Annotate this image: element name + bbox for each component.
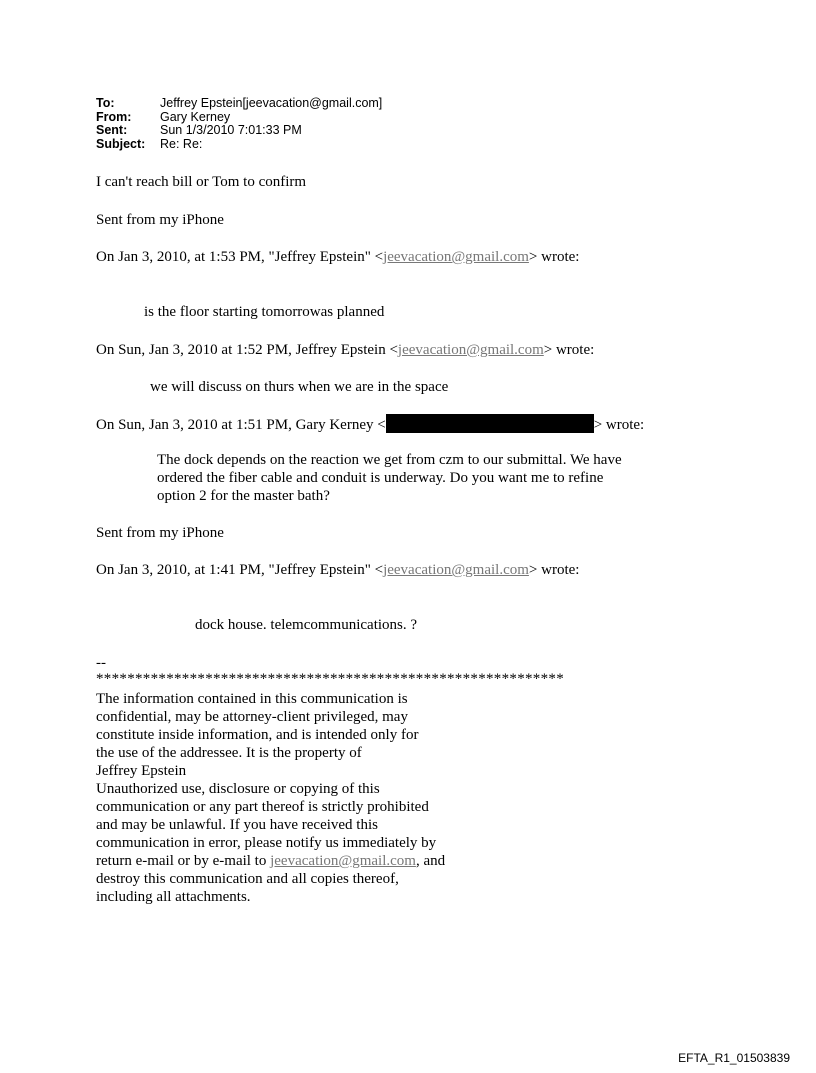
sent-label: Sent:	[96, 123, 128, 137]
header-sent-row	[96, 124, 382, 138]
quoted-message: we will discuss on thurs when we are in the space	[150, 379, 449, 395]
subject-label: Subject:	[96, 136, 146, 151]
header-subject-row	[96, 138, 382, 152]
quote-prefix: On Sun, Jan 3, 2010 at 1:52 PM, Jeffrey Epstein <	[96, 342, 398, 358]
disclaimer-line: including all attachments.	[96, 889, 251, 905]
quote-suffix: > wrote:	[528, 562, 580, 578]
email-link[interactable]: jeevacation@gmail.com	[270, 853, 416, 869]
quoted-message-line: The dock depends on the reaction we get from czm to our submittal. We have	[157, 452, 622, 468]
quoted-message-line: ordered the fiber cable and conduit is underway. Do you want me to refine	[157, 470, 604, 486]
quote-header	[96, 414, 644, 434]
disclaimer-line	[96, 852, 445, 870]
disclaimer-line: the use of the addressee. It is the property of	[96, 745, 362, 761]
header-from-row	[96, 111, 382, 125]
quoted-message-line: option 2 for the master bath?	[157, 488, 330, 504]
disclaimer-line: constitute inside information, and is intended only for	[96, 727, 419, 743]
subject-value: Re: Re:	[160, 136, 203, 151]
header-to-row	[96, 97, 382, 111]
email-header	[96, 97, 382, 151]
disclaimer-line: communication in error, please notify us immediately by	[96, 835, 437, 851]
disclaimer-text: return e-mail or by e-mail to	[96, 853, 271, 869]
disclaimer-line: and may be unlawful. If you have received this	[96, 817, 378, 833]
quote-prefix: On Jan 3, 2010, at 1:41 PM, "Jeffrey Epstein" <	[96, 562, 384, 578]
email-link[interactable]: jeevacation@gmail.com	[397, 342, 544, 358]
email-link[interactable]: jeevacation@gmail.com	[383, 249, 529, 265]
body-line: I can't reach bill or Tom to confirm	[96, 174, 307, 190]
to-label: To:	[96, 96, 115, 110]
disclaimer-line: communication or any part thereof is strictly prohibited	[96, 799, 429, 815]
disclaimer-line: The information contained in this communication is	[96, 691, 408, 707]
disclaimer-text: , and	[415, 853, 446, 869]
redaction-block	[386, 414, 594, 433]
from-label: From:	[96, 109, 132, 124]
quote-header	[96, 561, 579, 579]
quote-suffix: > wrote:	[593, 417, 645, 433]
disclaimer-line: confidential, may be attorney-client privileged, may	[96, 709, 408, 725]
from-value: Gary Kerney	[160, 109, 231, 124]
quoted-message: dock house. telemcommunications. ?	[195, 617, 418, 633]
quote-prefix: On Jan 3, 2010, at 1:53 PM, "Jeffrey Epstein" <	[96, 249, 384, 265]
disclaimer-line: Jeffrey Epstein	[96, 763, 187, 779]
disclaimer-line: Unauthorized use, disclosure or copying of this	[96, 781, 380, 797]
signature: Sent from my iPhone	[96, 212, 224, 228]
quote-header	[96, 341, 594, 359]
quote-prefix: On Sun, Jan 3, 2010 at 1:51 PM, Gary Kerney <	[96, 417, 386, 433]
document-id: EFTA_R1_01503839	[678, 1051, 790, 1065]
disclaimer	[96, 690, 445, 906]
stars-divider: ************************************************************	[96, 671, 564, 687]
signature-dashes: --	[96, 655, 106, 671]
quote-suffix: > wrote:	[528, 249, 580, 265]
email-link[interactable]: jeevacation@gmail.com	[383, 562, 529, 578]
quote-header	[96, 248, 579, 266]
signature: Sent from my iPhone	[96, 525, 224, 541]
quoted-message: is the floor starting tomorrowas planned	[144, 304, 385, 320]
quote-suffix: > wrote:	[543, 342, 595, 358]
disclaimer-line: destroy this communication and all copies thereof,	[96, 871, 399, 887]
sent-value: Sun 1/3/2010 7:01:33 PM	[160, 123, 302, 137]
to-value: Jeffrey Epstein[jeevacation@gmail.com]	[160, 96, 383, 110]
